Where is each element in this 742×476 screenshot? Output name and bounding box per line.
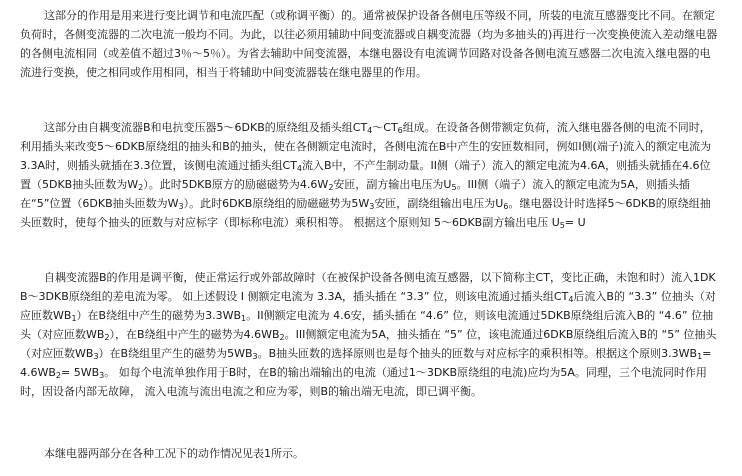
paragraph-4-text: 本继电器两部分在各种工况下的动作情况见表1所示。 [44, 447, 304, 460]
p2-text: 流入B中，不产生制动量。II侧（端子）流入的额定电流为4.6A，则插头就插在4.6位置（5DKB抽头匝数为W [20, 159, 711, 191]
p2-subscript: 4 [296, 164, 303, 173]
p3-subscript: 3 [252, 352, 258, 361]
p2-subscript: 2 [138, 183, 144, 192]
p3-subscript: 3 [99, 371, 105, 380]
p3-text: 。B抽头匝数的选择原则也是每个抽头的匝数与对应标字的乘积相等。根据这个原则3.3WB [257, 347, 698, 360]
p3-text: 。III侧额定电流为5A，抽头插在 “5” 位，该电流通过6DKB原绕组后流入B的 “5” 位抽头（对应匝数WB [20, 328, 717, 360]
p2-text: 安匝，副绕组输出电压为U [374, 197, 504, 210]
p2-subscript: 2 [328, 183, 334, 192]
p2-subscript: 3 [178, 202, 184, 211]
p3-text: 后流入B的 “3.3” 位抽头（对应匝数WB [20, 290, 716, 322]
p3-text: = 5WB [61, 366, 100, 379]
p2-text: 组成。在设备各侧带额定负荷，流入继电器各侧的电流不同时，利用插头来改变5～6DKB原绕组的抽头和B的抽头，使在各侧额定电流时，各侧电流在B中产生的安匝数相同，例如I侧(端子)流入的额定电流为3.3A时，则插头就插在3.3位置，该侧电流通过插头组CT [20, 121, 712, 172]
p3-subscript: 2 [279, 333, 285, 342]
p3-text: 自耦变流器B的作用是调平衡，使正常运行或外部故障时（在被保护设备各侧电流互感器，以下简称主CT，变比正确，未饱和时）流入1DKB～3DKB原绕组的差电流为零。 如上述假设 I 侧额定电流为 3.3A，插头插在 “3.3” 位，则该电流通过插头组CT [20, 271, 716, 303]
p3-subscript: 1 [241, 314, 247, 323]
paragraph-3 [20, 268, 720, 401]
p2-text: ）。此时6DKB原绕组的励磁磁势为5W [183, 197, 370, 210]
p2-subscript: 3 [369, 202, 375, 211]
p2-text: 。继电器设计时选择5～6DKB的原绕组抽头匝数时，使每个抽头的匝数与对应标字（即标称电流）乘积相等。 根据这个原则知 5～6DKB副方输出电压 U [20, 197, 711, 229]
paragraph-1-text: 这部分的作用是用来进行变比调节和电流匹配（或称调平衡）的。通常被保护设备各侧电压等级不同，所装的电流互感器变比不同。在额定负荷时，各侧变流器的二次电流一般均不同。为此，以往必须用辅助中间变流器或自耦变流器（均为多抽头的)再进行一次变换使流入差动继电器的各侧电流相同（或差值不超过3％～5％）。为省去辅助中间变流器，本继电器设有电流调节回路对设备各侧电流互感器二次电流入继电器的电流进行变换，使之相同或作用相同，相当于将辅助中间变流器装在继电器里的作用。 [20, 9, 718, 79]
p2-text: = U [564, 216, 586, 229]
p2-subscript: 5 [451, 183, 457, 192]
p3-subscript: 1 [71, 314, 77, 323]
p3-text: ）在B绕组里产生的磁势为5WB [98, 347, 253, 360]
p3-subscript: 4 [568, 295, 574, 304]
p3-text: = 4.6WB [20, 347, 712, 379]
paragraph-4 [20, 444, 720, 463]
p2-subscript: 6 [503, 202, 509, 211]
p2-subscript: 6 [397, 126, 403, 135]
p2-subscript: 5 [559, 221, 565, 230]
p3-subscript: 1 [697, 352, 703, 361]
paragraph-2 [20, 118, 720, 232]
p2-text: ）。此时5DKB原方的励磁磁势为4.6W [143, 178, 329, 191]
p2-subscript: 4 [367, 126, 373, 135]
p2-text: 安匝，副方输出电压为U [333, 178, 452, 191]
p2-text: ～CT [372, 121, 398, 134]
p2-text: 这部分由自耦变流器B和电抗变压器5～6DKB的原绕组及插头组CT [44, 121, 368, 134]
p3-text: ），在B绕组中产生的磁势为4.6WB [109, 328, 280, 341]
p3-text: 。II侧额定电流为 4.6安，插头插在 “4.6” 位，则该电流通过5DKB原绕组后流入B的 “4.6” 位抽头（对应匝数WB [20, 309, 714, 341]
p2-text: 。III侧（端子）流入的额定电流为5A，则插头插在“5”位置（6DKB抽头匝数为W [20, 178, 690, 210]
p3-subscript: 2 [104, 333, 110, 342]
p3-subscript: 3 [93, 352, 99, 361]
p3-text: 。 如每个电流单独作用于B时，在B的输出端输出的电流（通过1～3DKB原绕组的电流)应均为5A。同理，三个电流同时作用时，因设备内部无故障， 流入电流与流出电流之和应为零，则B的输出端无电流，即已调平衡。 [20, 366, 707, 398]
paragraph-1 [20, 6, 720, 82]
p3-subscript: 2 [55, 371, 62, 380]
p3-text: ）在B绕组中产生的磁势为3.3WB [76, 309, 241, 322]
